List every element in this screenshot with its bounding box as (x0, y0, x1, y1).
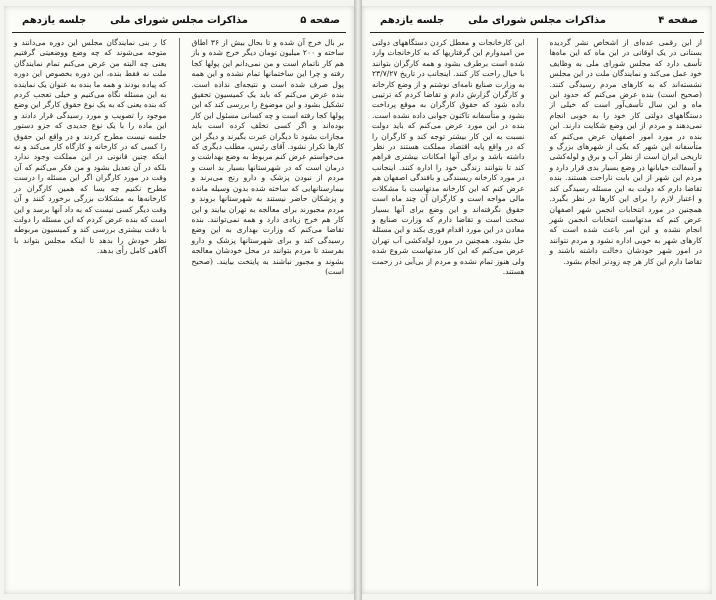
session-label: جلسه یازدهم (380, 15, 445, 26)
text-column-left: این کارخانجات و معطل کردن دستگاههای دولتی من امیدوارم این گرفتاریها که به کارخانجات وارد شده است برطرف بشود و همه کارگران بتوانند با خیال راحت کار کنند. اینجانب در تاریخ ۲۳/۷/۲۷ به وزارت صنایع نامه‌ای نوشتم و از وضع کارخانه و کارگران گزارش دادم و تقاضا کردم که ترتیبی داده شود که حقوق کارگران به موقع پرداخت بشود و متأسفانه تاکنون جوابی داده نشده است. بنده در این مورد عرض می‌کنم که باید دولت نسبت به این کار بیشتر توجه کند و کارگران را که در واقع پایه اقتصاد مملکت هستند در نظر داشته باشد و برای آنها امکانات بیشتری فراهم کند تا بتوانند زندگی خود را اداره کنند. اینجانب در مورد کارخانه ریسندگی و بافندگی اصفهان هم عرض کنم که این کارخانه مدتهاست با مشکلات مالی مواجه است و کارگران آن چند ماه است حقوق نگرفته‌اند و این وضع برای آنها بسیار سخت است و تقاضا دارم که وزارت صنایع و معادن در این مورد اقدام فوری بکند و این مسئله حل بشود. همچنین در مورد لوله‌کشی آب تهران عرض می‌کنم که این کار مدتهاست شروع شده ولی هنوز تمام نشده و مردم از بی‌آبی در زحمت هستند. (372, 38, 525, 276)
text-column-left: کا ر بنی نمایندگان مجلس این دوره می‌دانند و متوجه می‌شوند که چه وضع ووضعیتی گرفتیم یعنی چه البته من عرض می‌کنم تمام نمایندگان ملت نه فقط بنده، این دوره بخصوص این دوره که پیاده بودند و همه ما بنده به عنوان یک نماینده به این مسئله نگاه می‌کنیم و خیلی تعجب کردم که بنده یعنی که به یک نوع حقوق کارگر این وضع موجود را تصویب و مورد رسیدگی قرار دادند و این ماده را با یک نوع جدیدی که جزو دستور جلسه نیست مطرح کردند و در واقع این حقوق را کسی که در کارخانه و کارگاه کار می‌کند و نه اینکه چنین قانونی در این مملکت وجود ندارد بلکه در آن تعدیل بشود و من فکر می‌کنم که آن وقت در مورد کارگران اگر این مسئله را درست مطرح نکنیم چه بسا که همین کارگران در کارخانه‌ها به مشکلات بزرگی برخورد کنند و آن وقت دیگر کسی نیست که به داد آنها برسد و این است که بنده عرض کردم که این مسئله را دولت با دقت بیشتری بررسی کند و کمیسیون مربوطه نظر خودش را بدهد تا اینکه مجلس بتواند با آگاهی کامل رأی بدهد. (14, 38, 167, 256)
text-columns (370, 38, 704, 586)
header-rule (370, 32, 704, 33)
right-page (362, 6, 712, 594)
page-header (370, 12, 704, 32)
text-column-right: بر بال خرج آن شده و تا بحال بیش از ۳۶ اطاق ساخته و ۲۰۰ میلیون تومان دیگر خرج شده و باز هم کار ناتمام است و من نمی‌دانم این پولها کجا رفته و چرا این ساختمانها تمام نشده و این همه پول صرف شده است و نتیجه‌ای نداده است. بنده عرض می‌کنم که باید یک کمیسیون تحقیق تشکیل بشود و این موضوع را بررسی کند که این پولها کجا رفته است و چه کسانی مسئول این کار بوده‌اند و اگر کسی تخلف کرده است باید مجازات بشود تا دیگران عبرت بگیرند و دیگر این کارها تکرار نشود. آقای رئیس، مطلب دیگری که می‌خواستم عرض کنم مربوط به وضع بهداشت و درمان است که در شهرستانها بسیار بد است و مردم از نبودن پزشک و دارو رنج می‌برند و بیمارستانهایی که ساخته شده بدون وسیله مانده و پزشکان حاضر نیستند به شهرستانها بروند و مردم مجبورند برای معالجه به تهران بیایند و این کار هم خرج زیادی دارد و همه نمی‌توانند. بنده تقاضا می‌کنم که وزارت بهداری به این وضع رسیدگی کند و برای شهرستانها پزشک و دارو بفرستد تا مردم بتوانند در محل خودشان معالجه بشوند و مجبور نباشند به پایتخت بیایند. (صحیح است) (191, 38, 345, 276)
text-column-right: از این رقمی عده‌ای از اشخاص نشر گردیده بستانی در یک اوقاتی در این ماه که این ماه‌ها تأسف دارد که مجلس شورای ملی به وظایف خود عمل می‌کند و نمایندگان ملت در این مجلس نشسته‌اند که به کارهای مردم رسیدگی کنند. (صحیح است) بنده عرض می‌کنم که حدود این ماه و این سال تأسف‌آور است که خیلی از دستگاههای دولتی کار خود را به خوبی انجام نمی‌دهند و مردم از این وضع شکایت دارند. این بنده در مورد امور اصفهان عرض می‌کنم که متأسفانه این شهر که یکی از شهرهای بزرگ و تاریخی ایران است از نظر آب و برق و لوله‌کشی و آسفالت خیابانها در وضع بسیار بدی قرار دارد و مردم این شهر از این بابت ناراحت هستند. بنده تقاضا دارم که دولت به این مسئله رسیدگی کند و اعتبار لازم را برای این کارها در نظر بگیرد. همچنین در مورد انتخابات انجمن شهر اصفهان عرض کنم که مدتهاست انتخابات انجمن شهر انجام نشده و این امر باعث شده است که کارهای شهر به خوبی اداره نشود و مردم نتوانند در امور شهر خودشان دخالت داشته باشند و تقاضا دارم این کار هر چه زودتر انجام بشود. (549, 38, 702, 266)
session-label: جلسه یازدهم (22, 15, 87, 26)
page-number: صفحه ۵ (300, 15, 340, 26)
column-divider (179, 38, 180, 586)
text-columns (12, 38, 346, 586)
page-title: مذاکرات مجلس شورای ملی (468, 15, 606, 26)
book-gutter (354, 0, 362, 600)
page-title: مذاکرات مجلس شورای ملی (110, 15, 248, 26)
page-number: صفحه ۴ (658, 15, 698, 26)
page-header (12, 12, 346, 32)
left-page (4, 6, 354, 594)
header-rule (12, 32, 346, 33)
column-divider (537, 38, 538, 586)
